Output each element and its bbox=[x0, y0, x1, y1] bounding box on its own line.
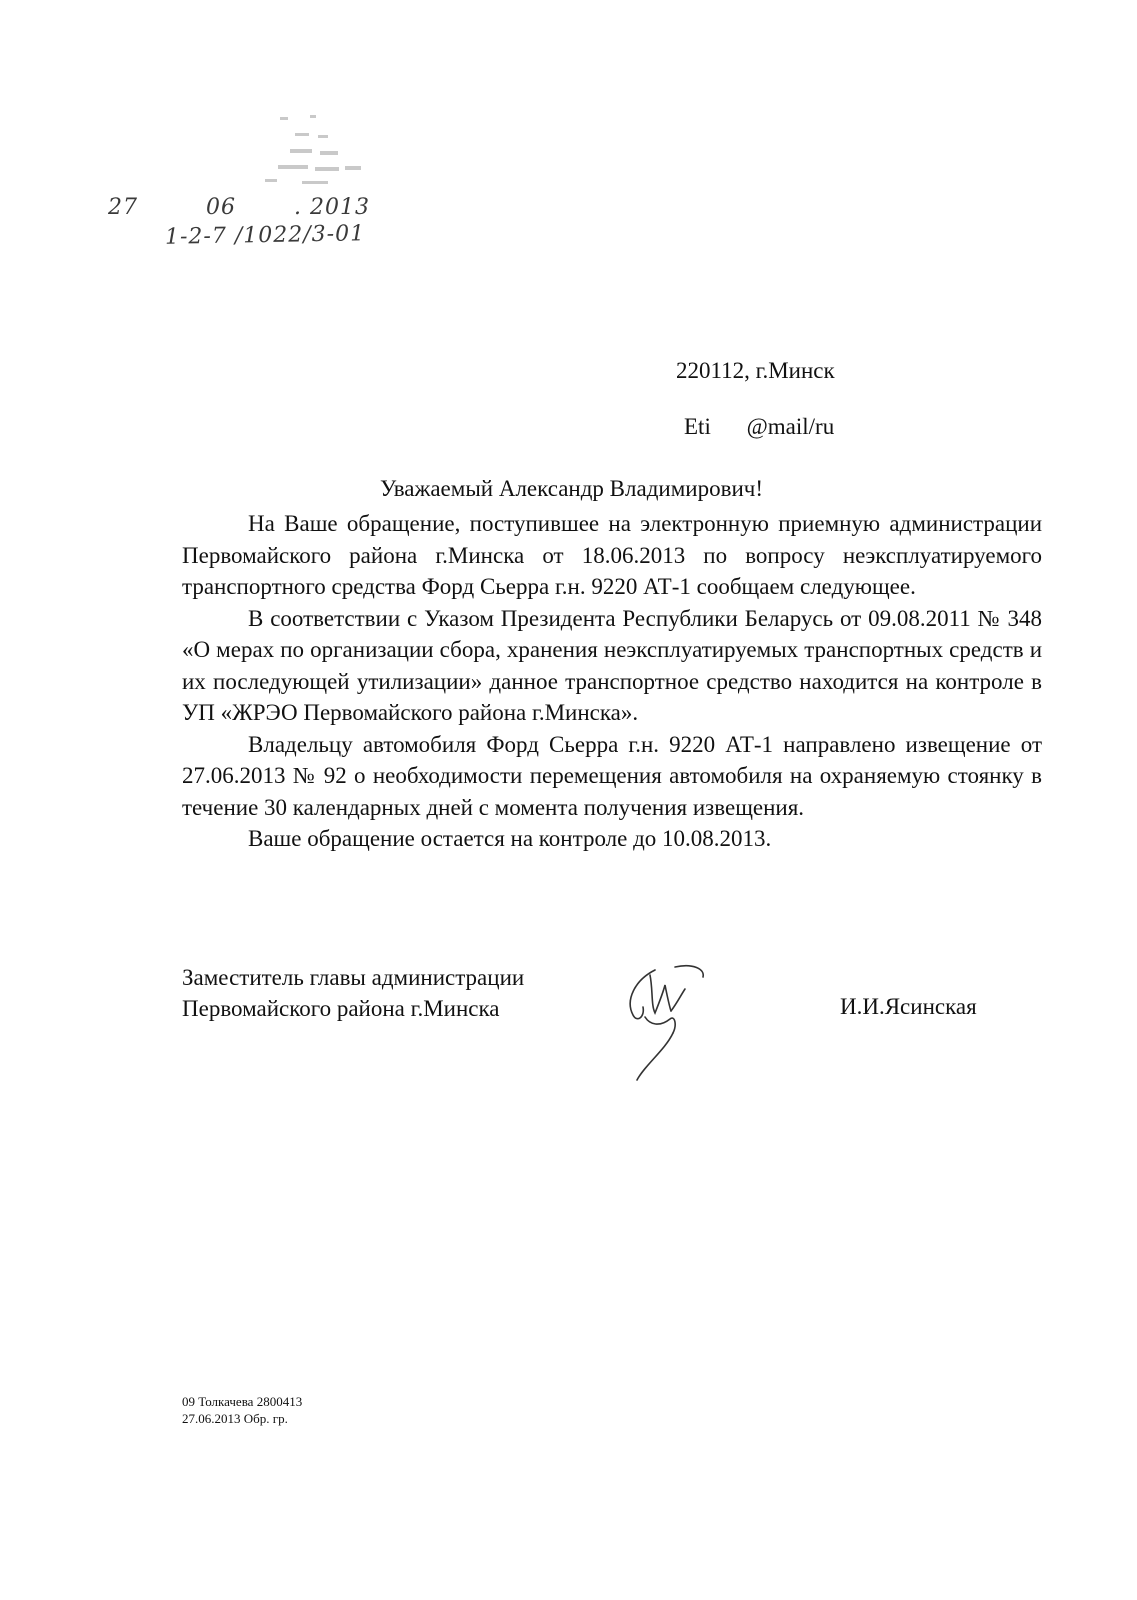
handwritten-signature bbox=[615, 955, 730, 1085]
email-domain: @mail/ru bbox=[746, 414, 835, 439]
paragraph: Ваше обращение остается на контроле до 10.08.2013. bbox=[248, 826, 772, 851]
recipient-email bbox=[684, 414, 834, 440]
date-day: 27 bbox=[108, 195, 138, 220]
salutation: Уважаемый Александр Владимирович! bbox=[380, 476, 763, 501]
footer-executor bbox=[182, 1393, 302, 1427]
paragraph: На Ваше обращение, поступившее на электронную приемную администрации Первомайского района г.Минска от 18.06.2013 по вопросу неэксплуатируемого транспортного средства Форд Сьерра г.н. 9220 АТ-1 сообщаем следующее. bbox=[182, 511, 1042, 599]
paragraph: В соответствии с Указом Президента Республики Беларусь от 09.08.2011 № 348 «О мерах по организации сбора, хранения неэксплуатируемых транспортных средств и их последующей утилизации» данное транспортное средство находится на контроле в УП «ЖРЭО Первомайского района г.Минска». bbox=[182, 605, 1042, 725]
signer-position-line1: Заместитель главы администрации bbox=[182, 965, 525, 990]
recipient-city: 220112, г.Минск bbox=[676, 358, 835, 383]
signer-position bbox=[182, 962, 524, 1024]
signer-name: И.И.Ясинская bbox=[840, 994, 977, 1019]
date-year: . 2013 bbox=[294, 195, 370, 220]
letter-body bbox=[182, 508, 1042, 855]
footer-line1: 09 Толкачева 2800413 bbox=[182, 1394, 303, 1409]
faded-stamp bbox=[250, 105, 430, 195]
footer-line2: 27.06.2013 Обр. гр. bbox=[182, 1411, 288, 1426]
signer-position-line2: Первомайского района г.Минска bbox=[182, 996, 500, 1021]
paragraph: Владельцу автомобиля Форд Сьерра г.н. 9220 АТ-1 направлено извещение от 27.06.2013 № 92 о необходимости перемещения автомобиля на охраняемую стоянку в течение 30 календарных дней с момента получения извещения. bbox=[182, 731, 1042, 820]
handwritten-reg-number: 1-2-7 /1022/3-01 bbox=[164, 221, 366, 250]
email-prefix: Eti bbox=[684, 414, 711, 439]
handwritten-date bbox=[108, 195, 370, 220]
date-month: 06 bbox=[206, 195, 236, 220]
